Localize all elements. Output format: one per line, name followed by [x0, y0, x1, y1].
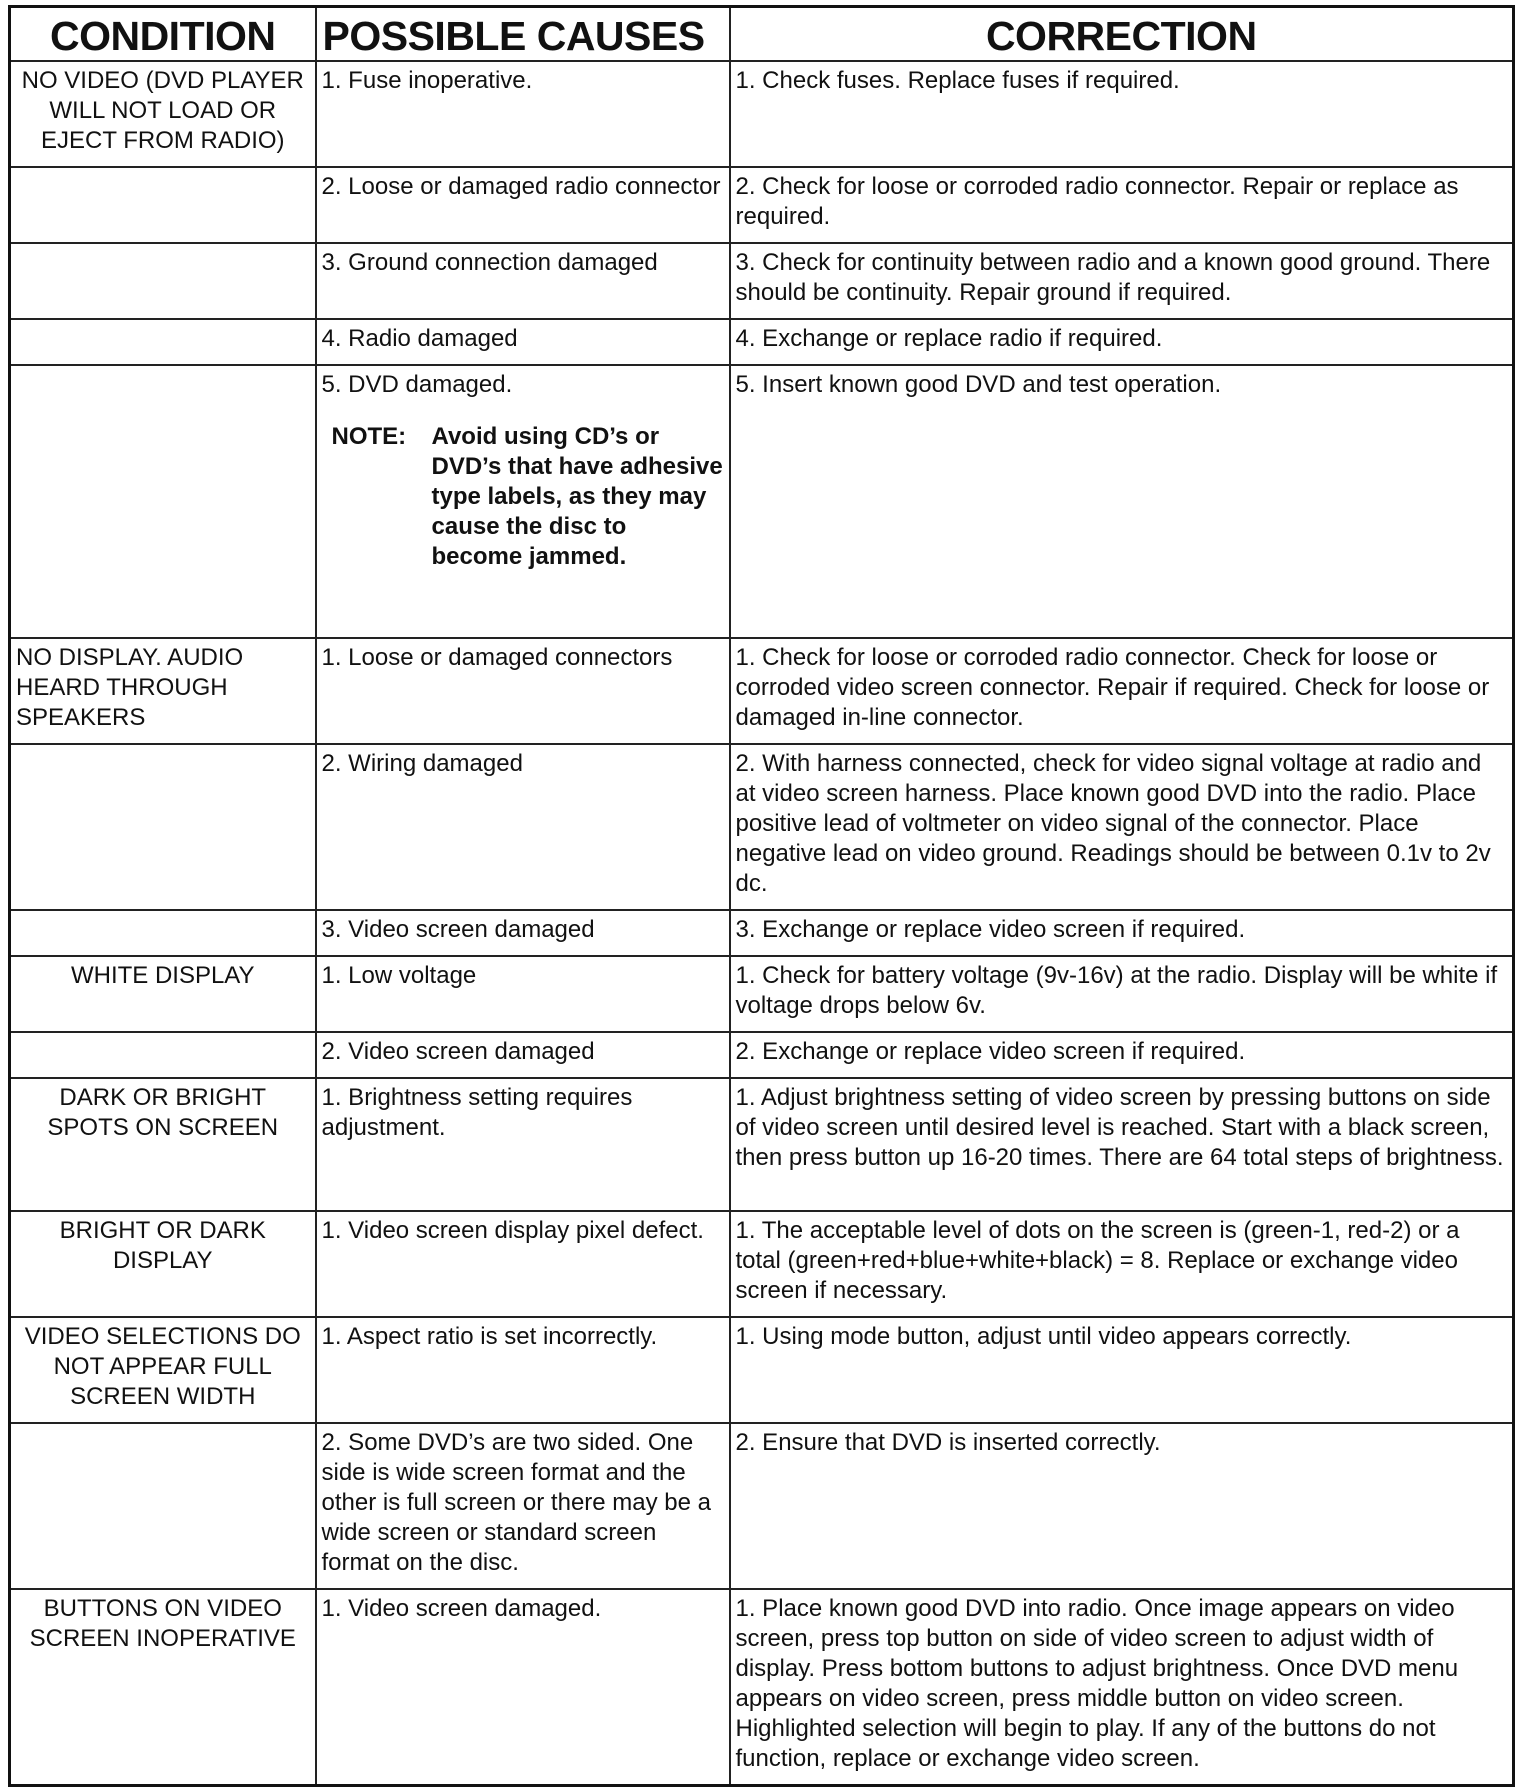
correction-cell: 3. Exchange or replace video screen if required. [730, 910, 1514, 956]
cause-cell: 4. Radio damaged [316, 319, 730, 365]
correction-cell: 1. Adjust brightness setting of video screen by pressing buttons on side of video screen until desired level is reached. Start with a black screen, then press button up 16-20 times. There are 64 total steps of brightness. [730, 1078, 1514, 1211]
table-row [10, 1211, 1514, 1317]
correction-cell: 4. Exchange or replace radio if required. [730, 319, 1514, 365]
possible-causes-header: POSSIBLE CAUSES [316, 7, 730, 62]
table-row [10, 1423, 1514, 1589]
correction-cell: 1. The acceptable level of dots on the screen is (green-1, red-2) or a total (green+red+blue+white+black) = 8. Replace or exchange video screen if necessary. [730, 1211, 1514, 1317]
correction-cell: 1. Place known good DVD into radio. Once image appears on video screen, press top button on side of video screen to adjust width of display. Press bottom buttons to adjust brightness. Once DVD menu appears on video screen, press middle button on video screen. Highlighted selection will begin to play. If any of the buttons do not function, replace or exchange video screen. [730, 1589, 1514, 1786]
cause-cell: 3. Video screen damaged [316, 910, 730, 956]
condition-cell: BUTTONS ON VIDEO SCREEN INOPERATIVE [10, 1589, 316, 1786]
condition-cell [10, 1032, 316, 1078]
table-row [10, 744, 1514, 910]
correction-cell: 1. Check for battery voltage (9v-16v) at the radio. Display will be white if voltage drops below 6v. [730, 956, 1514, 1032]
table-row [10, 243, 1514, 319]
table-row [10, 1317, 1514, 1423]
cause-cell: 1. Low voltage [316, 956, 730, 1032]
note-block [322, 422, 724, 572]
condition-cell [10, 910, 316, 956]
cause-cell: 2. Video screen damaged [316, 1032, 730, 1078]
condition-cell [10, 1423, 316, 1589]
table-row [10, 365, 1514, 638]
condition-cell [10, 319, 316, 365]
condition-header: CONDITION [10, 7, 316, 62]
correction-cell: 2. Ensure that DVD is inserted correctly. [730, 1423, 1514, 1589]
correction-cell: 1. Check for loose or corroded radio connector. Check for loose or corroded video screen connector. Repair if required. Check for loose or damaged in-line connector. [730, 638, 1514, 744]
correction-cell: 1. Using mode button, adjust until video appears correctly. [730, 1317, 1514, 1423]
correction-cell: 2. Exchange or replace video screen if required. [730, 1032, 1514, 1078]
correction-cell: 3. Check for continuity between radio and a known good ground. There should be continuity. Repair ground if required. [730, 243, 1514, 319]
table-row [10, 956, 1514, 1032]
cause-cell: 1. Loose or damaged connectors [316, 638, 730, 744]
cause-cell-with-note [316, 365, 730, 638]
table-row [10, 910, 1514, 956]
condition-cell: BRIGHT OR DARK DISPLAY [10, 1211, 316, 1317]
cause-cell: 2. Wiring damaged [316, 744, 730, 910]
cause-cell: 1. Brightness setting requires adjustment. [316, 1078, 730, 1211]
condition-cell [10, 243, 316, 319]
condition-cell: NO DISPLAY. AUDIO HEARD THROUGH SPEAKERS [10, 638, 316, 744]
table-row [10, 167, 1514, 243]
note-label: NOTE: [331, 423, 407, 450]
table-row [10, 1032, 1514, 1078]
condition-cell: VIDEO SELECTIONS DO NOT APPEAR FULL SCREEN WIDTH [10, 1317, 316, 1423]
cause-cell: 1. Aspect ratio is set incorrectly. [316, 1317, 730, 1423]
cause-cell: 1. Video screen damaged. [316, 1589, 730, 1786]
table-row [10, 638, 1514, 744]
condition-cell [10, 167, 316, 243]
condition-cell [10, 744, 316, 910]
cause-cell: 3. Ground connection damaged [316, 243, 730, 319]
correction-cell: 2. Check for loose or corroded radio connector. Repair or replace as required. [730, 167, 1514, 243]
condition-cell: DARK OR BRIGHT SPOTS ON SCREEN [10, 1078, 316, 1211]
condition-cell: WHITE DISPLAY [10, 956, 316, 1032]
correction-header: CORRECTION [730, 7, 1514, 62]
cause-cell: 1. Fuse inoperative. [316, 61, 730, 167]
condition-cell [10, 365, 316, 638]
cause-text: 5. DVD damaged. [321, 371, 513, 398]
cause-cell: 2. Loose or damaged radio connector [316, 167, 730, 243]
condition-cell: NO VIDEO (DVD PLAYER WILL NOT LOAD OR EJECT FROM RADIO) [10, 61, 316, 167]
header-row [10, 7, 1514, 62]
table-row [10, 1078, 1514, 1211]
cause-cell: 2. Some DVD’s are two sided. One side is wide screen format and the other is full screen or there may be a wide screen or standard screen format on the disc. [316, 1423, 730, 1589]
table-row [10, 1589, 1514, 1786]
correction-cell: 2. With harness connected, check for video signal voltage at radio and at video screen harness. Place known good DVD into the radio. Place positive lead of voltmeter on video signal of the connector. Place negative lead on video ground. Readings should be between 0.1v to 2v dc. [730, 744, 1514, 910]
note-text: Avoid using CD’s or DVD’s that have adhesive type labels, as they may cause the disc to become jammed. [431, 423, 723, 570]
correction-cell: 5. Insert known good DVD and test operation. [730, 365, 1514, 638]
correction-cell: 1. Check fuses. Replace fuses if required. [730, 61, 1514, 167]
troubleshooting-table [8, 5, 1515, 1787]
table-row [10, 61, 1514, 167]
cause-cell: 1. Video screen display pixel defect. [316, 1211, 730, 1317]
table-row [10, 319, 1514, 365]
